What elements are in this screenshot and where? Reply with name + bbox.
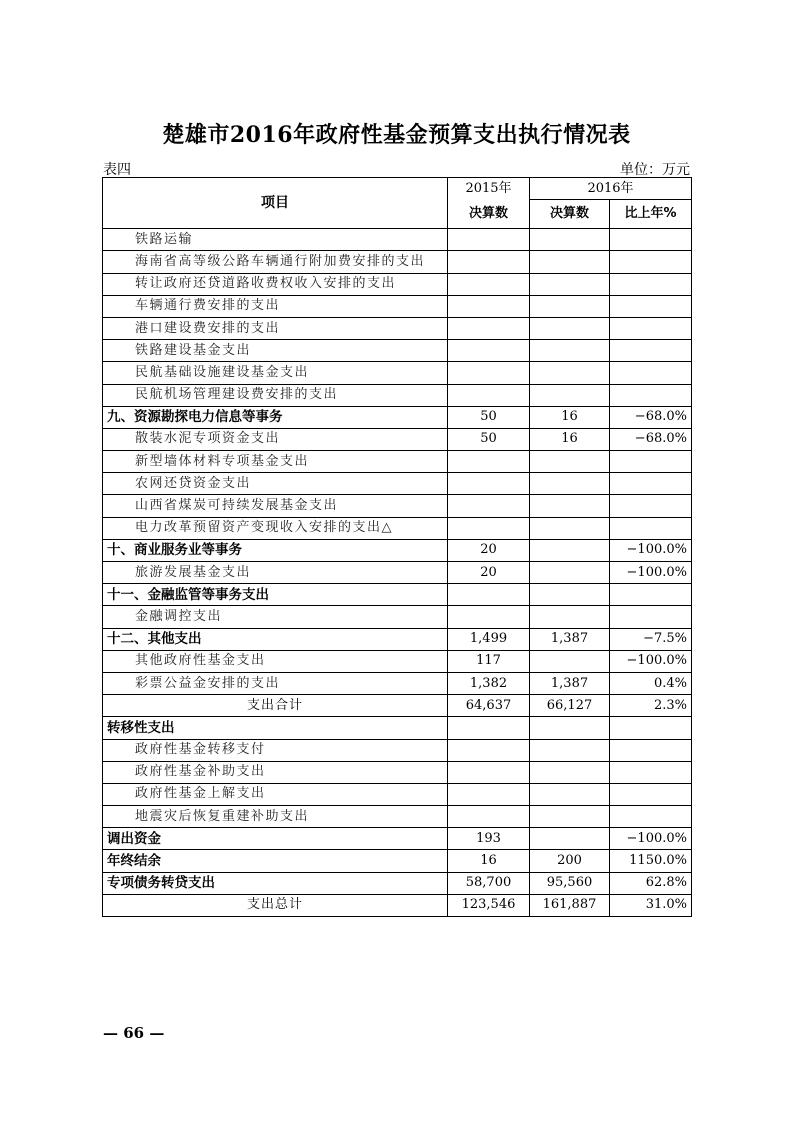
row-value-2015 [448, 761, 530, 783]
unit-label: 单位：万元 [620, 162, 690, 178]
row-name: 地震灾后恢复重建补助支出 [103, 806, 448, 828]
header-year-2016: 2016年 [530, 178, 692, 200]
row-name: 民航机场管理建设费安排的支出 [103, 384, 448, 406]
row-value-2016 [530, 295, 610, 317]
row-value-2015: 1,499 [448, 628, 530, 650]
header-2015-final: 决算数 [448, 200, 530, 229]
row-value-2015 [448, 739, 530, 761]
row-name: 支出总计 [103, 894, 448, 916]
row-change-pct: −100.0% [610, 562, 692, 584]
row-value-2015: 50 [448, 406, 530, 428]
row-value-2016: 1,387 [530, 672, 610, 694]
row-name: 其他政府性基金支出 [103, 650, 448, 672]
table-row [103, 562, 692, 584]
row-value-2015: 20 [448, 562, 530, 584]
row-change-pct [610, 584, 692, 606]
table-row [103, 628, 692, 650]
table-body [103, 229, 692, 917]
table-label: 表四 [103, 162, 131, 178]
table-row [103, 872, 692, 894]
row-value-2015 [448, 451, 530, 473]
row-value-2015: 117 [448, 650, 530, 672]
row-value-2015: 50 [448, 428, 530, 450]
row-change-pct [610, 251, 692, 273]
row-change-pct [610, 317, 692, 339]
page-title: 楚雄市2016年政府性基金预算支出执行情况表 [162, 122, 631, 148]
row-change-pct [610, 340, 692, 362]
row-name: 彩票公益金安排的支出 [103, 672, 448, 694]
table-row [103, 406, 692, 428]
row-value-2016 [530, 473, 610, 495]
row-name: 政府性基金补助支出 [103, 761, 448, 783]
row-value-2016 [530, 340, 610, 362]
table-row [103, 273, 692, 295]
header-year-2015: 2015年 [448, 178, 530, 200]
row-change-pct: 2.3% [610, 695, 692, 717]
row-name: 铁路运输 [103, 229, 448, 251]
table-row [103, 362, 692, 384]
row-value-2015 [448, 783, 530, 805]
table-row [103, 783, 692, 805]
row-value-2016 [530, 229, 610, 251]
row-change-pct [610, 495, 692, 517]
table-row [103, 584, 692, 606]
row-name: 年终结余 [103, 850, 448, 872]
row-value-2015 [448, 606, 530, 628]
row-value-2016 [530, 273, 610, 295]
row-value-2016 [530, 828, 610, 850]
row-value-2015 [448, 317, 530, 339]
row-name: 散装水泥专项资金支出 [103, 428, 448, 450]
table-row [103, 695, 692, 717]
table-row [103, 650, 692, 672]
row-value-2016 [530, 739, 610, 761]
row-value-2016 [530, 517, 610, 539]
row-value-2016 [530, 317, 610, 339]
row-value-2016 [530, 761, 610, 783]
row-value-2016: 200 [530, 850, 610, 872]
row-value-2015 [448, 584, 530, 606]
row-name: 海南省高等级公路车辆通行附加费安排的支出 [103, 251, 448, 273]
row-value-2015 [448, 340, 530, 362]
row-change-pct: 62.8% [610, 872, 692, 894]
row-change-pct [610, 451, 692, 473]
row-change-pct: −100.0% [610, 539, 692, 561]
row-value-2016 [530, 495, 610, 517]
table-row [103, 295, 692, 317]
table-row [103, 739, 692, 761]
table-row [103, 517, 692, 539]
row-value-2016 [530, 362, 610, 384]
row-change-pct: 31.0% [610, 894, 692, 916]
row-change-pct [610, 783, 692, 805]
table-row [103, 251, 692, 273]
row-change-pct [610, 295, 692, 317]
row-value-2016 [530, 806, 610, 828]
table-row [103, 717, 692, 739]
row-change-pct: −68.0% [610, 406, 692, 428]
row-value-2016: 161,887 [530, 894, 610, 916]
table-row [103, 828, 692, 850]
row-value-2015 [448, 517, 530, 539]
row-value-2015 [448, 495, 530, 517]
row-value-2015: 1,382 [448, 672, 530, 694]
row-change-pct [610, 717, 692, 739]
row-value-2015 [448, 717, 530, 739]
row-value-2016 [530, 451, 610, 473]
header-item: 项目 [103, 178, 448, 229]
row-value-2016 [530, 539, 610, 561]
row-value-2016: 1,387 [530, 628, 610, 650]
row-value-2015: 58,700 [448, 872, 530, 894]
row-value-2015 [448, 806, 530, 828]
row-change-pct [610, 473, 692, 495]
row-name: 铁路建设基金支出 [103, 340, 448, 362]
row-value-2015: 193 [448, 828, 530, 850]
row-name: 山西省煤炭可持续发展基金支出 [103, 495, 448, 517]
row-value-2015: 123,546 [448, 894, 530, 916]
row-name: 民航基础设施建设基金支出 [103, 362, 448, 384]
header-2016-final: 决算数 [530, 200, 610, 229]
row-change-pct [610, 806, 692, 828]
row-value-2016 [530, 251, 610, 273]
table-row [103, 894, 692, 916]
row-name: 农网还贷资金支出 [103, 473, 448, 495]
row-change-pct: 1150.0% [610, 850, 692, 872]
row-value-2015 [448, 295, 530, 317]
table-row [103, 495, 692, 517]
row-change-pct: −100.0% [610, 828, 692, 850]
row-change-pct: −7.5% [610, 628, 692, 650]
table-row [103, 850, 692, 872]
row-change-pct [610, 362, 692, 384]
row-value-2015 [448, 384, 530, 406]
row-value-2016 [530, 783, 610, 805]
row-name: 旅游发展基金支出 [103, 562, 448, 584]
budget-table [102, 177, 692, 917]
row-name: 政府性基金上解支出 [103, 783, 448, 805]
row-value-2016: 16 [530, 406, 610, 428]
row-value-2016 [530, 562, 610, 584]
row-change-pct: 0.4% [610, 672, 692, 694]
table-row [103, 606, 692, 628]
row-change-pct [610, 273, 692, 295]
table-row [103, 672, 692, 694]
row-value-2015: 20 [448, 539, 530, 561]
row-name: 政府性基金转移支付 [103, 739, 448, 761]
row-name: 九、资源勘探电力信息等事务 [103, 406, 448, 428]
table-row [103, 229, 692, 251]
row-name: 车辆通行费安排的支出 [103, 295, 448, 317]
table-row [103, 761, 692, 783]
row-change-pct [610, 739, 692, 761]
table-row [103, 317, 692, 339]
row-value-2015 [448, 229, 530, 251]
row-name: 调出资金 [103, 828, 448, 850]
row-value-2016 [530, 584, 610, 606]
row-name: 新型墙体材料专项基金支出 [103, 451, 448, 473]
row-name: 金融调控支出 [103, 606, 448, 628]
row-value-2016 [530, 384, 610, 406]
row-change-pct [610, 517, 692, 539]
row-value-2015 [448, 362, 530, 384]
row-change-pct [610, 384, 692, 406]
table-row [103, 806, 692, 828]
header-row-years [103, 178, 692, 200]
row-value-2016: 66,127 [530, 695, 610, 717]
row-value-2015 [448, 473, 530, 495]
table-row [103, 384, 692, 406]
row-name: 转让政府还贷道路收费权收入安排的支出 [103, 273, 448, 295]
row-name: 转移性支出 [103, 717, 448, 739]
row-change-pct [610, 229, 692, 251]
row-change-pct [610, 606, 692, 628]
row-value-2016: 95,560 [530, 872, 610, 894]
table-row [103, 473, 692, 495]
row-name: 专项债务转贷支出 [103, 872, 448, 894]
row-value-2015 [448, 251, 530, 273]
row-value-2016 [530, 606, 610, 628]
row-value-2016: 16 [530, 428, 610, 450]
table-row [103, 340, 692, 362]
row-value-2015: 64,637 [448, 695, 530, 717]
row-name: 电力改革预留资产变现收入安排的支出△ [103, 517, 448, 539]
table-row [103, 539, 692, 561]
row-name: 十二、其他支出 [103, 628, 448, 650]
row-value-2015 [448, 273, 530, 295]
row-change-pct: −68.0% [610, 428, 692, 450]
row-value-2016 [530, 717, 610, 739]
header-change: 比上年% [610, 200, 692, 229]
row-name: 支出合计 [103, 695, 448, 717]
row-value-2016 [530, 650, 610, 672]
row-value-2015: 16 [448, 850, 530, 872]
row-name: 港口建设费安排的支出 [103, 317, 448, 339]
row-change-pct: −100.0% [610, 650, 692, 672]
row-name: 十、商业服务业等事务 [103, 539, 448, 561]
table-row [103, 428, 692, 450]
page-number: — 66 — [103, 1024, 165, 1042]
table-row [103, 451, 692, 473]
row-change-pct [610, 761, 692, 783]
row-name: 十一、金融监管等事务支出 [103, 584, 448, 606]
